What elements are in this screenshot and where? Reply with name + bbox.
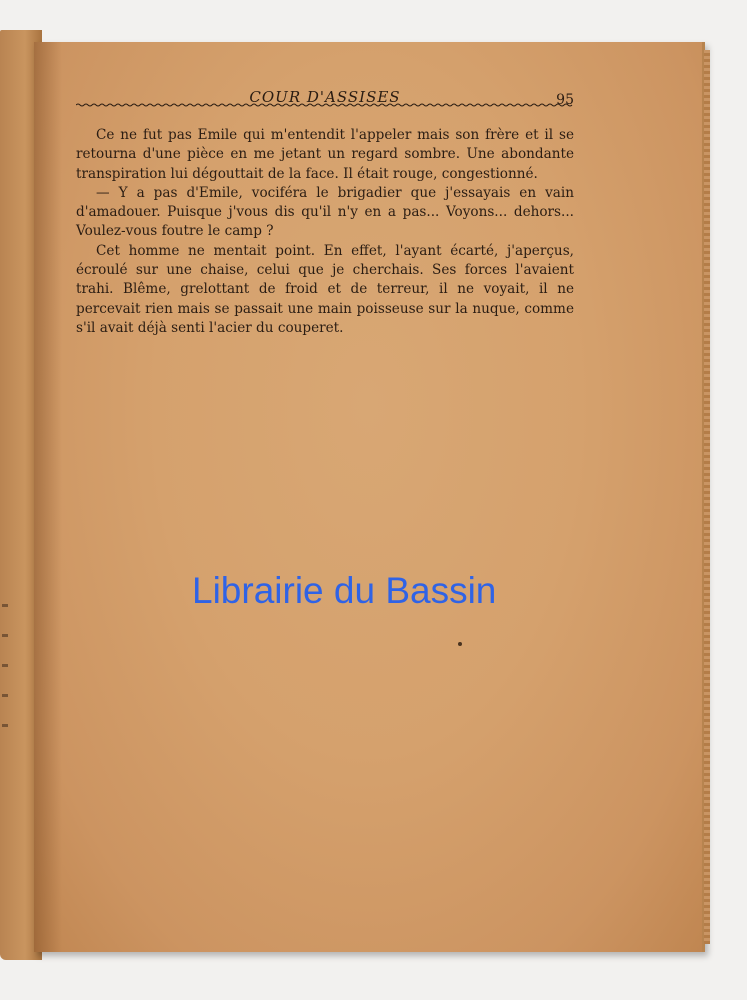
running-title: COUR D'ASSISES: [249, 88, 401, 106]
paragraph-1: Ce ne fut pas Emile qui m'entendit l'appeler mais son frère et il se retourna d'une pièce en me jetant un regard sombre. Une abondante transpiration lui dégouttait de la face. Il était rouge, congestionné.: [76, 127, 574, 182]
page-number: 95: [556, 92, 574, 108]
ornamental-rule: [76, 103, 574, 107]
previous-page-text-marks: [2, 590, 8, 750]
paper-speck: [458, 642, 462, 646]
watermark: Librairie du Bassin: [192, 570, 497, 611]
paragraph-3: Cet homme ne mentait point. En effet, l'ayant écarté, j'aperçus, écroulé sur une chaise, celui que je cherchais. Ses forces l'avaient trahi. Blême, grelottant de froid et de terreur, il ne voyait, il ne percevait rien mais se passait une main poisseuse sur la nuque, comme s'il avait déjà senti l'acier du couperet.: [76, 242, 574, 336]
body-text: [76, 126, 574, 338]
page-stack-edge: [704, 50, 710, 944]
paragraph-2: — Y a pas d'Emile, vociféra le brigadier que j'essayais en vain d'amadouer. Puisque j'vous dis qu'il n'y en a pas... Voyons... dehors... Voulez-vous foutre le camp ?: [76, 184, 574, 240]
